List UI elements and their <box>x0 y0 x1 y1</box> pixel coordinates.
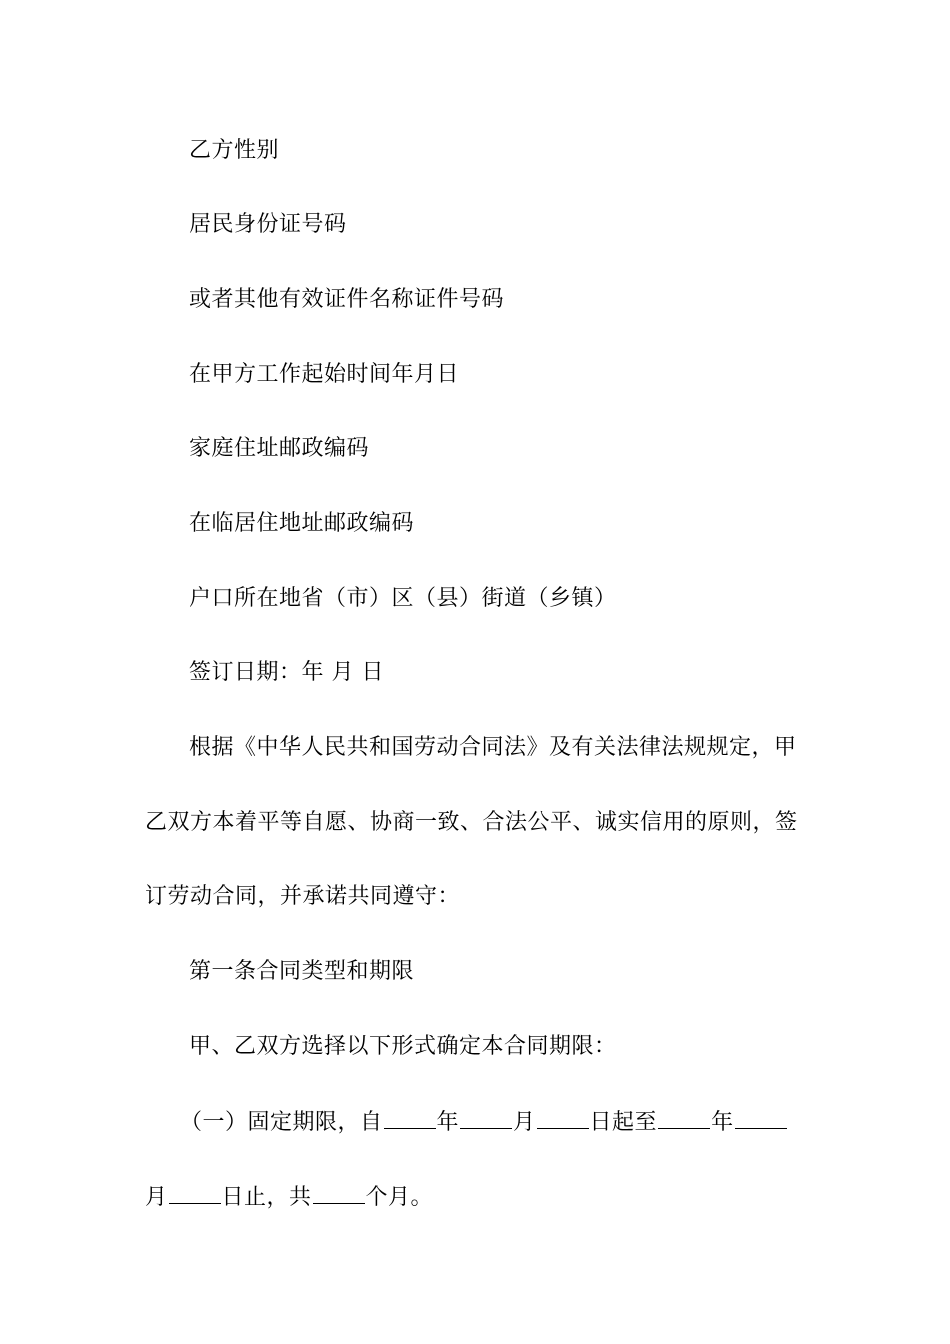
year-label: 年 <box>711 1110 734 1135</box>
day-to-label: 日起至 <box>589 1110 658 1135</box>
text-line-fixed-term <box>180 1106 788 1138</box>
text-line-party-b-gender: 乙方性别 <box>189 138 280 163</box>
text-line-fixed-term-2 <box>145 1181 433 1213</box>
blank-field <box>460 1106 512 1129</box>
text-line-home-address: 家庭住址邮政编码 <box>189 436 370 461</box>
text-line-signing-date: 签订日期：年 月 日 <box>189 660 384 685</box>
paragraph-line-3: 订劳动合同，并承诺共同遵守： <box>145 884 461 909</box>
blank-field <box>537 1106 589 1129</box>
months-label: 个月。 <box>365 1185 434 1210</box>
blank-field <box>384 1106 436 1129</box>
fixed-term-prefix: （一）固定期限，自 <box>180 1110 383 1135</box>
day-end-label: 日止，共 <box>221 1185 312 1210</box>
month-label: 月 <box>145 1185 168 1210</box>
text-line-temp-address: 在临居住地址邮政编码 <box>189 511 415 536</box>
text-line-id-number: 居民身份证号码 <box>189 212 347 237</box>
text-line-other-id: 或者其他有效证件名称证件号码 <box>189 287 505 312</box>
paragraph-line-1: 根据《中华人民共和国劳动合同法》及有关法律法规规定，甲 <box>189 735 797 760</box>
paragraph-line-2: 乙双方本着平等自愿、协商一致、合法公平、诚实信用的原则，签 <box>145 810 798 835</box>
blank-field <box>169 1181 221 1204</box>
text-line-household-registration: 户口所在地省（市）区（县）街道（乡镇） <box>189 586 617 611</box>
year-label: 年 <box>436 1110 460 1135</box>
blank-field <box>735 1106 787 1129</box>
article-heading: 第一条合同类型和期限 <box>189 959 415 984</box>
text-line-start-date: 在甲方工作起始时间年月日 <box>189 362 460 387</box>
text-line-term-selection: 甲、乙双方选择以下形式确定本合同期限： <box>189 1034 617 1059</box>
blank-field <box>658 1106 710 1129</box>
month-label: 月 <box>513 1110 536 1135</box>
blank-field <box>313 1181 365 1204</box>
